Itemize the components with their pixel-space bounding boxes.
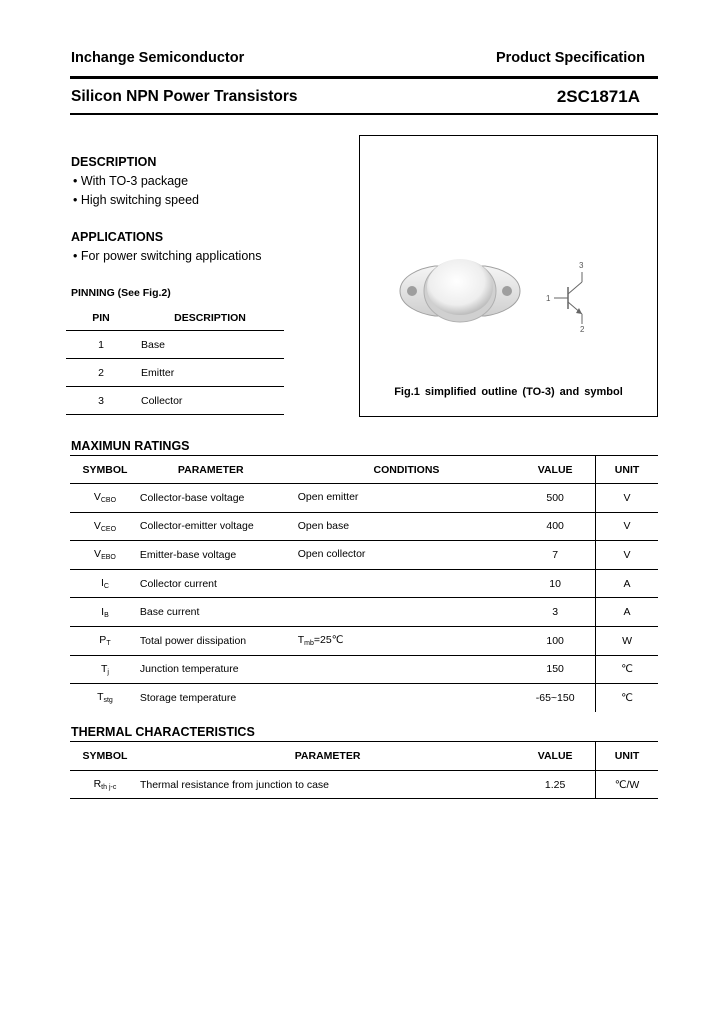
parameter-cell: Collector-emitter voltage [140, 512, 298, 541]
ratings-table [70, 455, 658, 712]
column-header: PARAMETER [140, 742, 515, 771]
header-rule [70, 76, 658, 79]
condition-tail: =25℃ [313, 634, 344, 647]
symbol-subscript: EBO [101, 554, 116, 562]
table-row [70, 771, 658, 799]
symbol-subscript: CBO [100, 497, 117, 505]
header-rule-bottom [70, 113, 658, 115]
conditions-cell [298, 569, 516, 598]
column-header: SYMBOL [70, 742, 140, 771]
pin-number: 3 [66, 387, 136, 415]
table-row [66, 331, 284, 359]
pin-description: Base [136, 331, 284, 359]
symbol-subscript: B [104, 611, 109, 619]
unit-cell: W [596, 626, 658, 655]
parameter-cell: Emitter-base voltage [140, 541, 298, 570]
symbol-letter: P [99, 634, 107, 647]
table-row [70, 569, 658, 598]
column-header: DESCRIPTION [136, 306, 284, 331]
pin-label-1: 1 [546, 294, 551, 303]
applications-bullet: • For power switching applications [73, 249, 262, 263]
column-header: PARAMETER [140, 456, 298, 484]
part-number: 2SC1871A [556, 87, 640, 106]
pin-number: 1 [66, 331, 136, 359]
unit-cell: V [596, 512, 658, 541]
symbol-letter: I [101, 605, 105, 618]
condition-subscript: mb [304, 640, 314, 648]
table-row [70, 541, 658, 570]
parameter-cell: Storage temperature [139, 691, 237, 704]
table-row [70, 484, 658, 513]
table-row [66, 359, 284, 387]
parameter-cell: Collector current [140, 569, 298, 598]
symbol-letter: V [93, 519, 101, 532]
table-header-row [70, 456, 658, 484]
symbol-letter: T [100, 662, 108, 675]
applications-title: APPLICATIONS [71, 230, 164, 244]
company-name: Inchange Semiconductor [71, 50, 245, 66]
column-header: VALUE [515, 456, 595, 484]
unit-cell: ℃ [596, 655, 658, 684]
parameter-cell: Total power dissipation [140, 626, 298, 655]
conditions-cell [298, 626, 516, 655]
table-row [70, 655, 658, 684]
symbol-letter: I [100, 577, 104, 590]
table-row [70, 684, 658, 712]
unit-cell: A [596, 598, 658, 627]
column-header: UNIT [596, 456, 658, 484]
figure-caption: Fig.1 simplified outline (TO-3) and symbol [394, 386, 623, 398]
conditions-cell [298, 484, 516, 513]
value-cell: 150 [515, 655, 595, 684]
value-cell: 500 [515, 484, 595, 513]
symbol-subscript: stg [103, 697, 113, 705]
column-header: PIN [66, 306, 136, 331]
condition-text: Open base [297, 519, 350, 532]
symbol-letter: T [97, 691, 104, 704]
value-cell: 3 [515, 598, 595, 627]
thermal-table [70, 741, 658, 799]
parameter-cell: Thermal resistance from junction to case [140, 771, 515, 799]
value-cell: -65~150 [535, 691, 575, 704]
symbol-cell [70, 569, 140, 598]
symbol-cell [70, 626, 140, 655]
pin-label-2: 2 [580, 325, 585, 334]
unit-cell: A [596, 569, 658, 598]
unit-cell: ℃/W [596, 771, 658, 799]
column-header: SYMBOL [70, 456, 140, 484]
pin-description: Emitter [136, 359, 284, 387]
symbol-letter: V [94, 548, 102, 561]
symbol-letter: R [93, 778, 102, 790]
symbol-subscript: j [107, 668, 109, 676]
symbol-cell [70, 484, 140, 513]
value-cell: 400 [515, 512, 595, 541]
parameter-cell: Base current [140, 598, 298, 627]
column-header: VALUE [515, 742, 595, 771]
condition-text: Open emitter [297, 491, 359, 504]
symbol-letter: V [93, 491, 101, 504]
conditions-cell [298, 541, 516, 570]
condition-text: Open collector [297, 548, 366, 561]
table-row [70, 626, 658, 655]
figure-box [359, 135, 658, 417]
table-header-row [66, 306, 284, 331]
doc-type: Product Specification [495, 50, 645, 66]
symbol-subscript: th j-c [101, 784, 117, 791]
parameter-cell: Collector-base voltage [140, 484, 298, 513]
symbol-cell [70, 684, 140, 712]
table-row [70, 512, 658, 541]
symbol-cell [70, 598, 140, 627]
pin-number: 2 [66, 359, 136, 387]
pinning-table [66, 306, 284, 415]
value-cell: 10 [515, 569, 595, 598]
symbol-cell [70, 771, 140, 799]
description-title: DESCRIPTION [71, 155, 157, 169]
pin-description: Collector [136, 387, 284, 415]
conditions-cell [298, 655, 516, 684]
column-header: UNIT [596, 742, 658, 771]
value-cell: 100 [515, 626, 595, 655]
conditions-cell [298, 684, 516, 712]
pin-label-3: 3 [579, 261, 584, 270]
value-cell: 1.25 [515, 771, 595, 799]
pinning-title: PINNING (See Fig.2) [71, 287, 171, 299]
ratings-title: MAXIMUN RATINGS [71, 439, 190, 453]
symbol-cell [70, 655, 140, 684]
description-bullet: • High switching speed [73, 193, 199, 207]
product-line: Silicon NPN Power Transistors [71, 88, 298, 105]
conditions-cell [298, 512, 516, 541]
unit-cell: ℃ [596, 684, 658, 712]
parameter-cell: Junction temperature [140, 655, 298, 684]
unit-cell: V [596, 541, 658, 570]
table-row [70, 598, 658, 627]
column-header: CONDITIONS [298, 456, 516, 484]
table-header-row [70, 742, 658, 771]
symbol-subscript: CEO [100, 525, 117, 533]
description-bullet: • With TO-3 package [73, 174, 189, 188]
value-cell: 7 [515, 541, 595, 570]
symbol-subscript: T [106, 640, 111, 648]
symbol-cell [70, 541, 140, 570]
symbol-subscript: C [103, 583, 109, 591]
symbol-cell [70, 512, 140, 541]
table-row [66, 387, 284, 415]
conditions-cell [298, 598, 516, 627]
thermal-title: THERMAL CHARACTERISTICS [71, 725, 255, 739]
condition-text: T [297, 634, 305, 647]
unit-cell: V [596, 484, 658, 513]
transistor-symbol [360, 136, 657, 376]
